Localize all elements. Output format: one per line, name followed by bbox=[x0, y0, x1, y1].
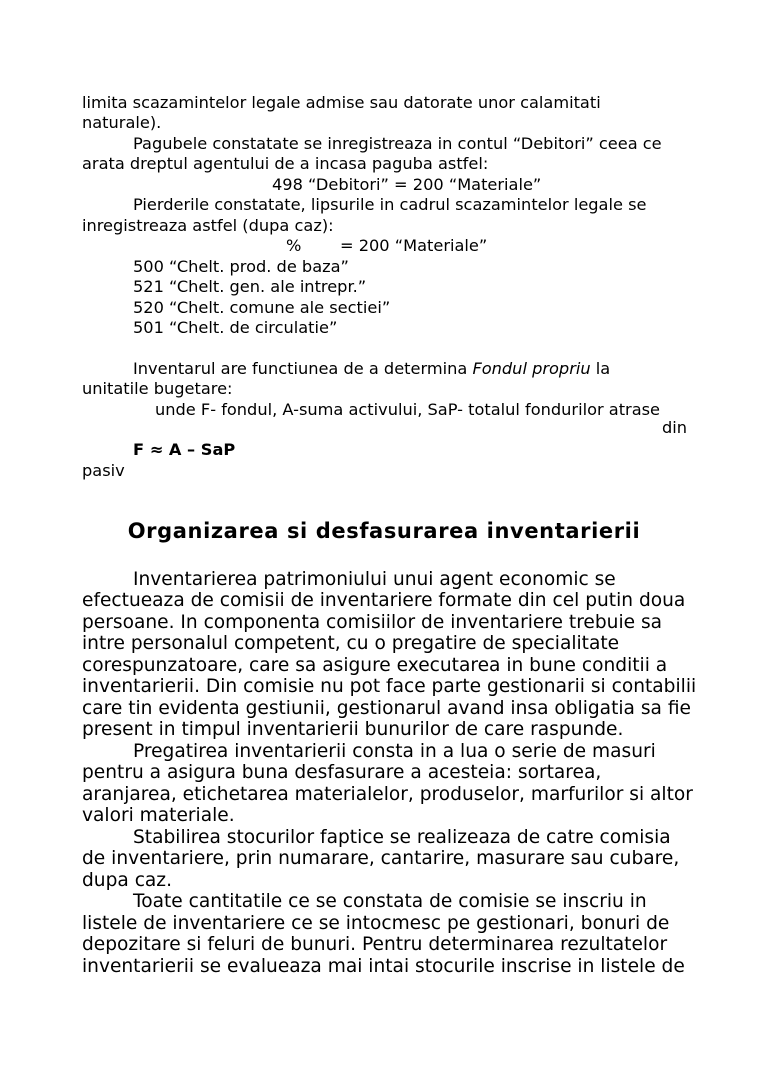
fund-text: Inventarul are functiunea de a determina bbox=[133, 359, 473, 378]
body-line: corespunzatoare, care sa asigure executarea in bune conditii a bbox=[82, 655, 668, 676]
body-line: efectueaza de comisii de inventariere formate din cel putin doua bbox=[82, 590, 686, 611]
account-line: 520 “Chelt. comune ale sectiei” bbox=[133, 298, 391, 317]
body-line: listele de inventariere ce se intocmesc pe gestionari, bonuri de bbox=[82, 913, 670, 934]
intro-line-6: Pierderile constatate, lipsurile in cadrul scazamintelor legale se bbox=[133, 195, 647, 214]
percent-symbol: % bbox=[286, 236, 302, 255]
body-line: present in timpul inventarierii bunurilor de care raspunde. bbox=[82, 719, 624, 740]
intro-line-3: Pagubele constatate se inregistreaza in contul “Debitori” ceea ce bbox=[133, 134, 662, 153]
account-line: 501 “Chelt. de circulatie” bbox=[133, 318, 338, 337]
intro-line-7: inregistreaza astfel (dupa caz): bbox=[82, 216, 334, 235]
body-line: inventarierii se evalueaza mai intai stocurile inscrise in listele de bbox=[82, 956, 685, 977]
fund-italic-term: Fondul propriu bbox=[472, 359, 591, 378]
intro-line-2: naturale). bbox=[82, 113, 162, 132]
body-line: valori materiale. bbox=[82, 805, 235, 826]
journal-entry-materiale: = 200 “Materiale” bbox=[340, 236, 488, 255]
section-title: Organizarea si desfasurarea inventarierii bbox=[127, 519, 641, 543]
body-line: Inventarierea patrimoniului unui agent economic se bbox=[133, 569, 616, 590]
body-line: de inventariere, prin numarare, cantarire, masurare sau cubare, bbox=[82, 848, 680, 869]
body-line: intre personalul competent, cu o pregatire de specialitate bbox=[82, 633, 620, 654]
body-line: persoane. In componenta comisiilor de inventariere trebuie sa bbox=[82, 612, 663, 633]
body-line: dupa caz. bbox=[82, 870, 172, 891]
fund-paragraph-line-1 bbox=[133, 359, 610, 379]
body-line: care tin evidenta gestiunii, gestionarul avand insa obligatia sa fie bbox=[82, 698, 691, 719]
body-line: Pregatirea inventarierii consta in a lua o serie de masuri bbox=[133, 741, 656, 762]
body-line: aranjarea, etichetarea materialelor, produselor, marfurilor si altor bbox=[82, 784, 693, 805]
fund-paragraph-line-2: unitatile bugetare: bbox=[82, 379, 233, 398]
fund-formula: F ≈ A – SaP bbox=[133, 440, 236, 459]
body-line: Stabilirea stocurilor faptice se realizeaza de catre comisia bbox=[133, 827, 671, 848]
fund-note-din: din bbox=[661, 418, 687, 437]
fund-pasiv: pasiv bbox=[82, 461, 125, 480]
body-line: inventarierii. Din comisie nu pot face parte gestionarii si contabilii bbox=[82, 676, 697, 697]
fund-text-end: la bbox=[590, 359, 611, 378]
body-line: pentru a asigura buna desfasurare a acesteia: sortarea, bbox=[82, 762, 602, 783]
intro-line-1: limita scazamintelor legale admise sau datorate unor calamitati bbox=[82, 93, 601, 112]
body-line: Toate cantitatile ce se constata de comisie se inscriu in bbox=[133, 891, 647, 912]
account-line: 500 “Chelt. prod. de baza” bbox=[133, 257, 349, 276]
body-line: depozitare si feluri de bunuri. Pentru determinarea rezultatelor bbox=[82, 934, 668, 955]
journal-entry-debitori: 498 “Debitori” = 200 “Materiale” bbox=[272, 175, 542, 194]
fund-note: unde F- fondul, A-suma activului, SaP- totalul fondurilor atrase bbox=[155, 400, 661, 419]
account-line: 521 “Chelt. gen. ale intrepr.” bbox=[133, 277, 367, 296]
intro-line-4: arata dreptul agentului de a incasa paguba astfel: bbox=[82, 154, 489, 173]
